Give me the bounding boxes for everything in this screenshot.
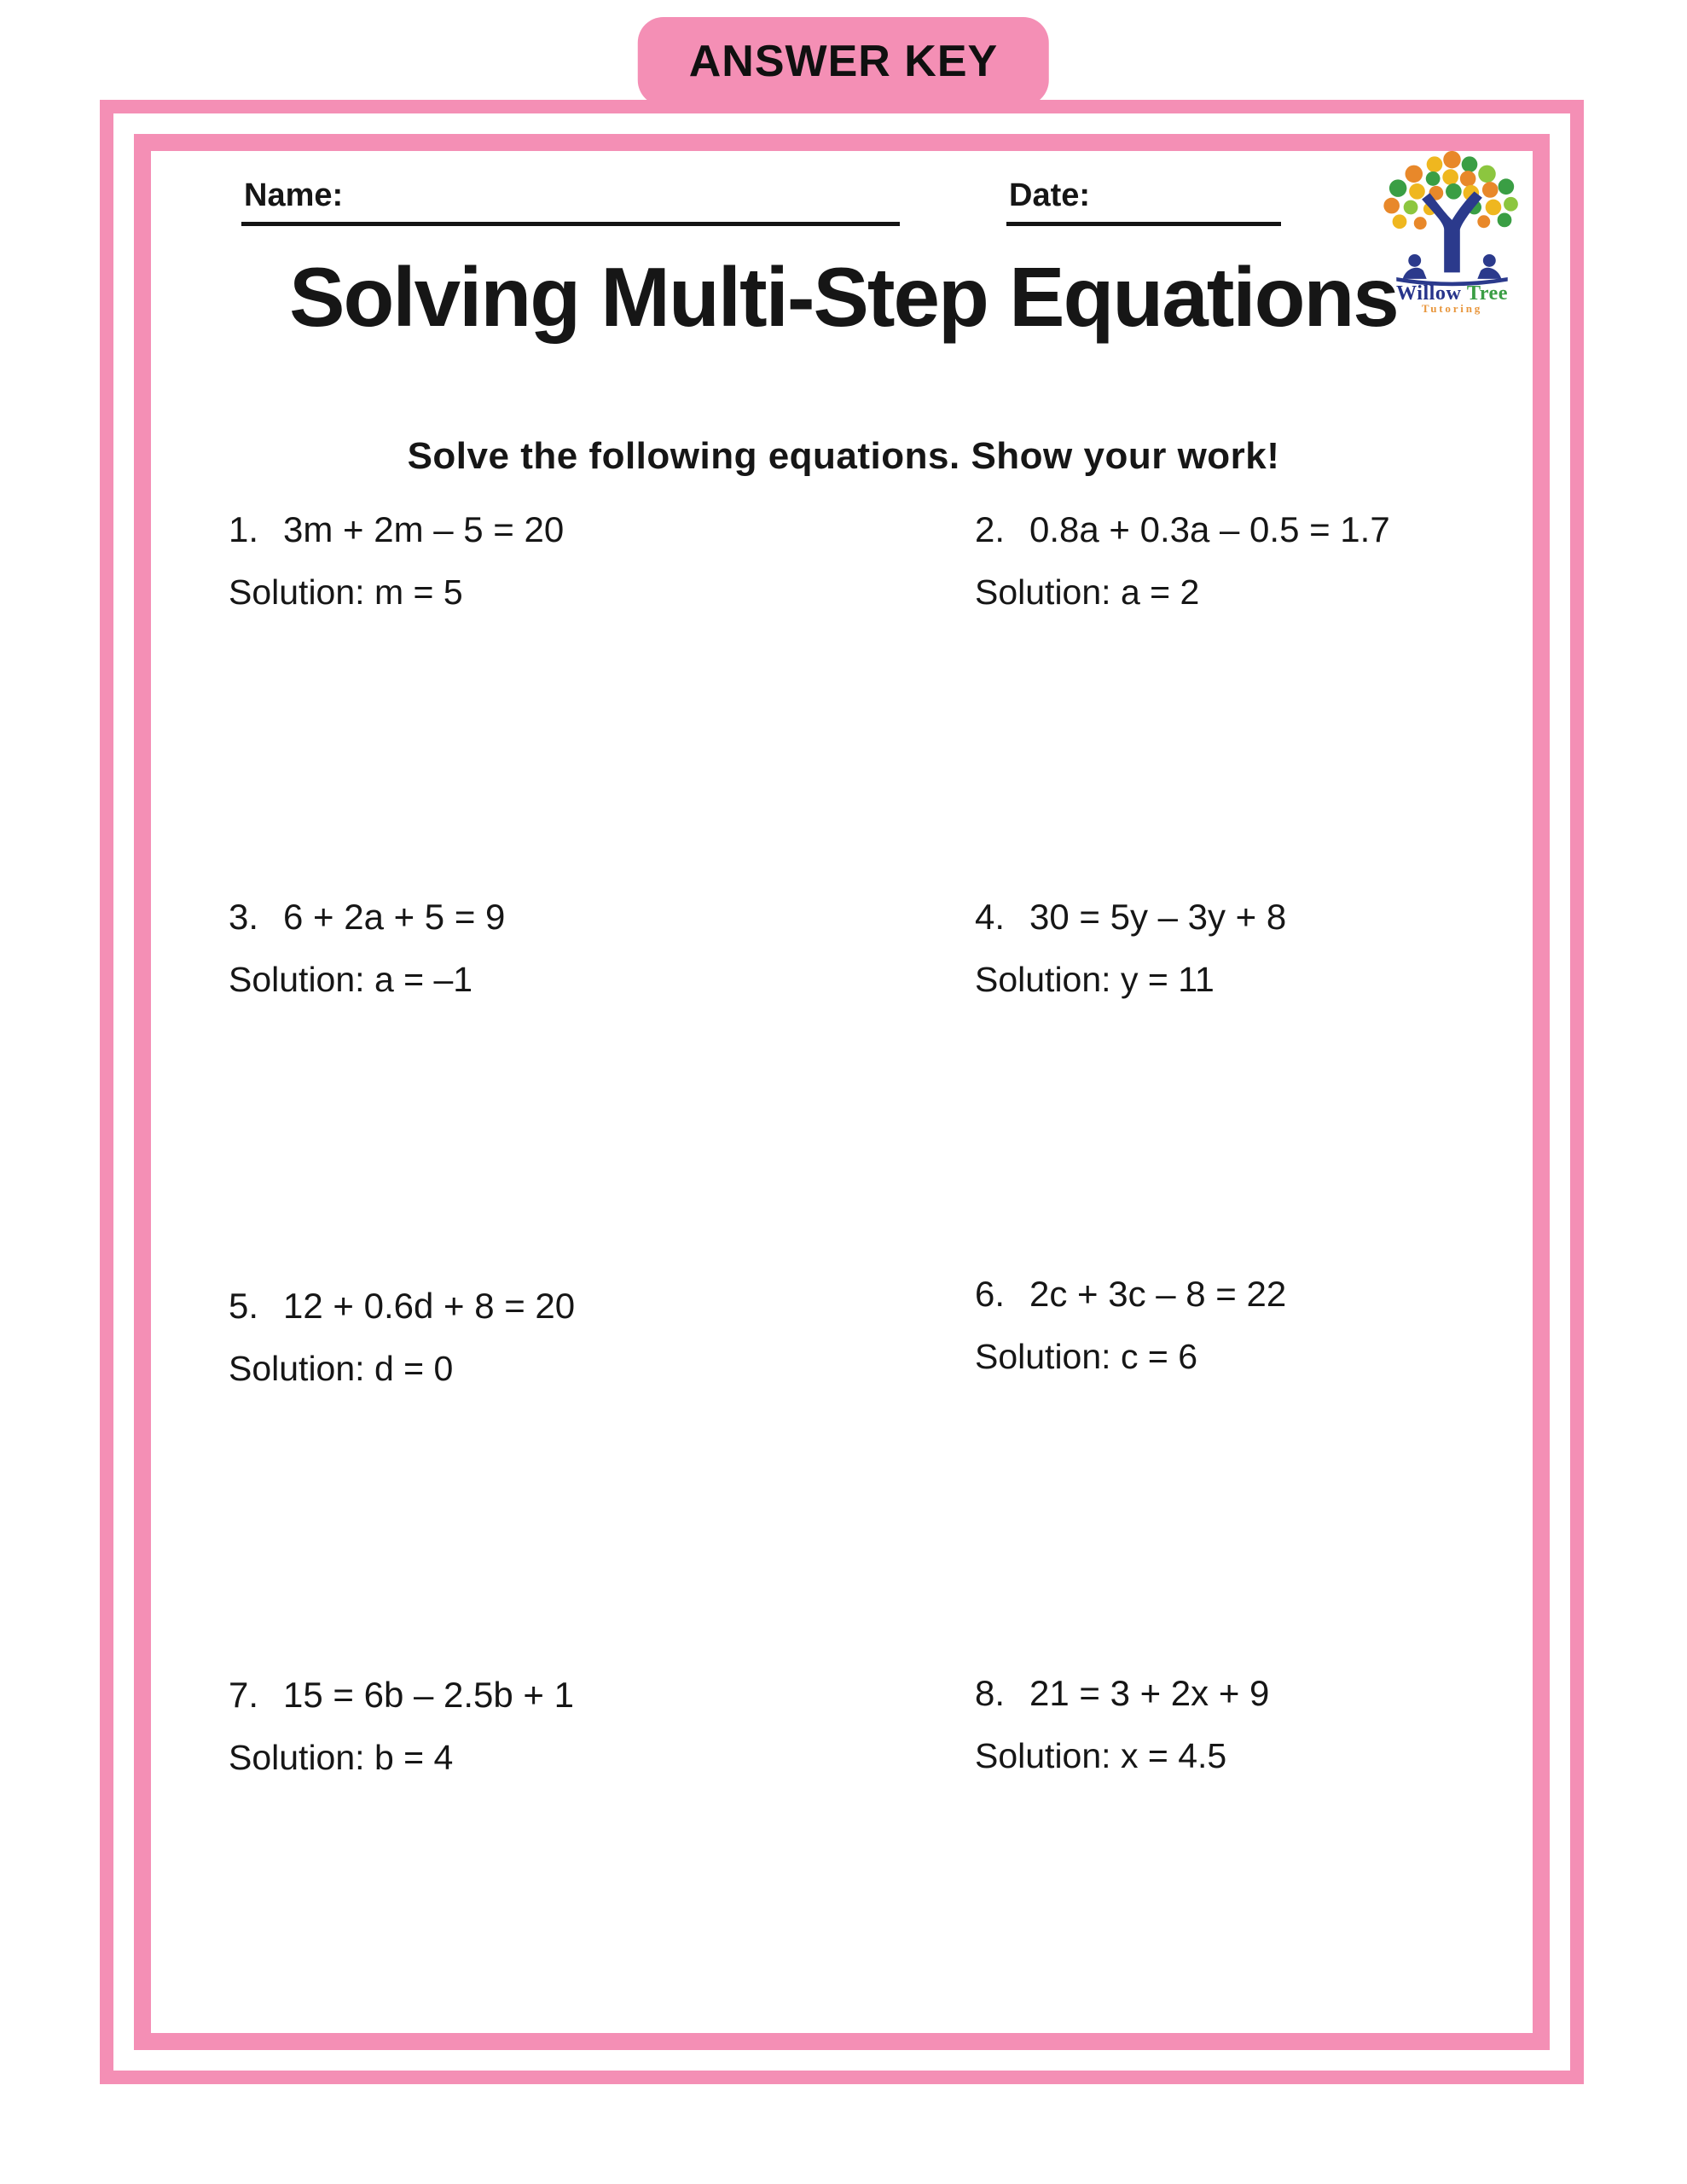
problem-number: 6. xyxy=(975,1274,1006,1314)
problem-equation: 3m + 2m – 5 = 20 xyxy=(283,509,565,549)
outer-border-frame xyxy=(100,100,1584,2084)
problem-number: 7. xyxy=(229,1675,259,1715)
problem-number: 5. xyxy=(229,1286,259,1326)
problem-equation: 12 + 0.6d + 8 = 20 xyxy=(283,1286,576,1326)
problem-6 xyxy=(975,1273,1286,1379)
problem-2 xyxy=(975,508,1390,614)
problem-5 xyxy=(229,1285,575,1391)
solution-label: Solution: xyxy=(229,1738,365,1778)
solution-value: a = 2 xyxy=(1120,572,1200,613)
instructions-text: Solve the following equations. Show your work! xyxy=(407,435,1280,477)
solution-label: Solution: xyxy=(229,572,365,613)
page-title: Solving Multi-Step Equations xyxy=(289,250,1398,344)
logo-word-willow: Willow xyxy=(1396,282,1467,305)
logo-word-tutoring: Tutoring xyxy=(1421,301,1483,315)
solution-value: y = 11 xyxy=(1120,960,1215,1000)
solution-label: Solution: xyxy=(975,960,1111,1000)
problem-equation: 30 = 5y – 3y + 8 xyxy=(1029,897,1287,937)
problem-equation: 15 = 6b – 2.5b + 1 xyxy=(283,1675,574,1715)
problem-equation: 2c + 3c – 8 = 22 xyxy=(1029,1274,1287,1314)
logo-word-tree: Tree xyxy=(1466,282,1508,305)
solution-value: m = 5 xyxy=(374,572,463,613)
problem-number: 2. xyxy=(975,509,1006,549)
problem-equation: 6 + 2a + 5 = 9 xyxy=(283,897,506,937)
problem-equation: 0.8a + 0.3a – 0.5 = 1.7 xyxy=(1029,509,1390,549)
solution-label: Solution: xyxy=(975,1337,1111,1377)
problem-7 xyxy=(229,1674,574,1780)
solution-label: Solution: xyxy=(975,572,1111,613)
problem-number: 1. xyxy=(229,509,259,549)
problem-8 xyxy=(975,1672,1269,1778)
date-input-line[interactable] xyxy=(1006,222,1281,226)
solution-value: a = –1 xyxy=(374,960,473,1000)
date-label: Date: xyxy=(1009,177,1091,213)
problem-1 xyxy=(229,508,564,614)
answer-key-label: ANSWER KEY xyxy=(688,37,999,86)
solution-value: d = 0 xyxy=(374,1349,454,1389)
problem-number: 4. xyxy=(975,897,1006,937)
solution-value: b = 4 xyxy=(374,1738,454,1778)
solution-value: c = 6 xyxy=(1120,1337,1197,1377)
name-label: Name: xyxy=(244,177,344,213)
solution-label: Solution: xyxy=(975,1736,1111,1776)
solution-label: Solution: xyxy=(229,1349,365,1389)
problem-equation: 21 = 3 + 2x + 9 xyxy=(1029,1673,1270,1713)
problem-3 xyxy=(229,896,505,1002)
problem-number: 3. xyxy=(229,897,259,937)
problem-number: 8. xyxy=(975,1673,1006,1713)
handprint-foliage xyxy=(1383,151,1517,229)
solution-value: x = 4.5 xyxy=(1120,1736,1227,1776)
name-input-line[interactable] xyxy=(241,222,900,226)
problem-4 xyxy=(975,896,1286,1002)
answer-key-badge xyxy=(638,17,1049,106)
solution-label: Solution: xyxy=(229,960,365,1000)
